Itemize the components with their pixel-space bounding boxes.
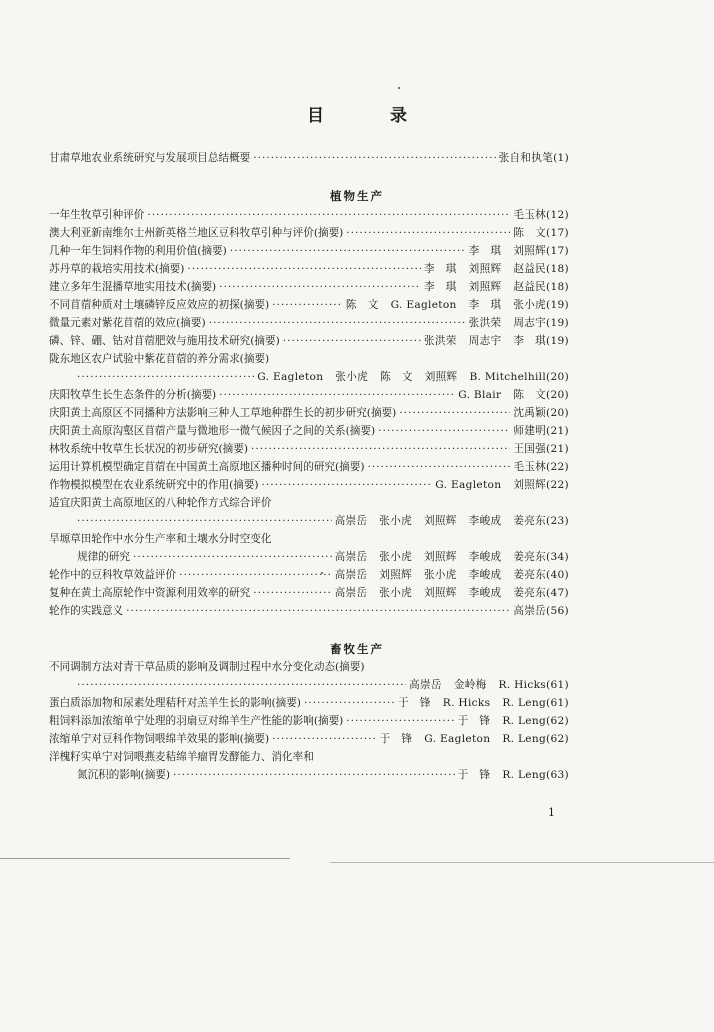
entry-authors: 张自和执笔(1) (498, 152, 569, 164)
toc-entry: 旱塬草田轮作中水分生产率和土壤水分时空变化 (49, 533, 272, 545)
toc-entry: 浓缩单宁对豆科作物饲喂绵羊效果的影响(摘要) ····· 于 锋 G. Eagleton R. Leng(62) (49, 730, 569, 748)
toc-entry: 轮作的实践意义 ····· 高崇岳(56) (49, 602, 569, 620)
toc-entry: 磷、锌、硼、钴对苜蓿肥效与施用技术研究(摘要) ····· 张洪荣 周志宇 李 琪(19) (49, 332, 569, 350)
toc-entry-intro (49, 149, 569, 167)
section-heading-plant: 植物生产 (330, 189, 384, 203)
toc-entry: 蛋白质添加物和尿素处理秸秆对羔羊生长的影响(摘要) ····· 于 锋 R. Hicks R. Leng(61) (49, 694, 569, 712)
page-title: 目 录 (307, 106, 437, 126)
section-heading-livestock: 畜牧生产 (330, 642, 384, 656)
toc-entry: 陇东地区农户试验中紫花苜蓿的养分需求(摘要) (49, 353, 270, 365)
toc-entry-continuation: 规律的研究 ····· 高崇岳 张小虎 刘照辉 李峻成 姜亮东(34) (77, 548, 569, 566)
toc-entry: 庆阳牧草生长生态条件的分析(摘要) ····· G. Blair 陈 文(20) (49, 386, 569, 404)
dot-leader (253, 149, 495, 167)
page-number: 1 (548, 806, 555, 819)
scan-edge-line (0, 858, 290, 859)
toc-entry: 苏丹草的栽培实用技术(摘要) ····· 李 琪 刘照辉 赵益民(18) (49, 260, 569, 278)
toc-entry: 不同调制方法对青干草品质的影响及调制过程中水分变化动态(摘要) (49, 661, 365, 673)
toc-entry: 轮作中的豆科牧草效益评价 ····· 高崇岳 刘照辉 张小虎 李峻成 姜亮东(40) (49, 566, 569, 584)
toc-entry-continuation: ····· 高崇岳 金岭梅 R. Hicks(61) (77, 676, 569, 694)
toc-entry: 适宜庆阳黄土高原地区的八种轮作方式综合评价 (49, 497, 272, 509)
toc-entry: 林牧系统中牧草生长状况的初步研究(摘要) ····· 王国强(21) (49, 440, 569, 458)
toc-entry-continuation: ····· 高崇岳 张小虎 刘照辉 李峻成 姜亮东(23) (77, 512, 569, 530)
toc-entry: 复种在黄土高原轮作中资源利用效率的研究 ····· 高崇岳 张小虎 刘照辉 李峻成 姜亮东(47) (49, 584, 569, 602)
toc-entry: 庆阳黄土高原沟壑区苜蓿产量与微地形一微气候因子之间的关系(摘要) ····· 师建明(21) (49, 422, 569, 440)
toc-entry: 运用计算机模型确定苜蓿在中国黄土高原地区播种时间的研究(摘要) ····· 毛玉林(22) (49, 458, 569, 476)
toc-entry-continuation: 氮沉积的影响(摘要) ····· 于 锋 R. Leng(63) (77, 766, 569, 784)
toc-entry: 作物模拟模型在农业系统研究中的作用(摘要) ····· G. Eagleton 刘照辉(22) (49, 476, 569, 494)
toc-entry: 一年生牧草引种评价 ····· 毛玉林(12) (49, 206, 569, 224)
toc-entry: 澳大利亚新南维尔士州新英格兰地区豆科牧草引种与评价(摘要) ····· 陈 文(17) (49, 224, 569, 242)
toc-entry-continuation: ····· G. Eagleton 张小虎 陈 文 刘照辉 B. Mitchelhill(20) (77, 368, 569, 386)
entry-title: 甘肃草地农业系统研究与发展项目总结概要 (49, 152, 251, 164)
scan-edge-line (330, 862, 714, 863)
toc-entry: 洋槐籽实单宁对饲喂燕麦秸绵羊瘤胃发酵能力、消化率和 (49, 751, 314, 763)
toc-entry: 建立多年生混播草地实用技术(摘要) ····· 李 琪 刘照辉 赵益民(18) (49, 278, 569, 296)
scan-speck (321, 572, 323, 574)
toc-entry: 几种一年生饲料作物的利用价值(摘要) ····· 李 琪 刘照辉(17) (49, 242, 569, 260)
toc-entry: 不同苜蓿种质对土壤磷锌反应效应的初探(摘要) ····· 陈 文 G. Eagleton 李 琪 张小虎(19) (49, 296, 569, 314)
toc-entry: 微量元素对紫花苜蓿的效应(摘要) ····· 张洪荣 周志宇(19) (49, 314, 569, 332)
toc-entry: 粗饲料添加浓缩单宁处理的羽扇豆对绵羊生产性能的影响(摘要) ····· 于 锋 R. Leng(62) (49, 712, 569, 730)
toc-entry: 庆阳黄土高原区不同播种方法影响三种人工草地种群生长的初步研究(摘要) ····· 沈禹颖(20) (49, 404, 569, 422)
scan-speck (398, 87, 400, 89)
